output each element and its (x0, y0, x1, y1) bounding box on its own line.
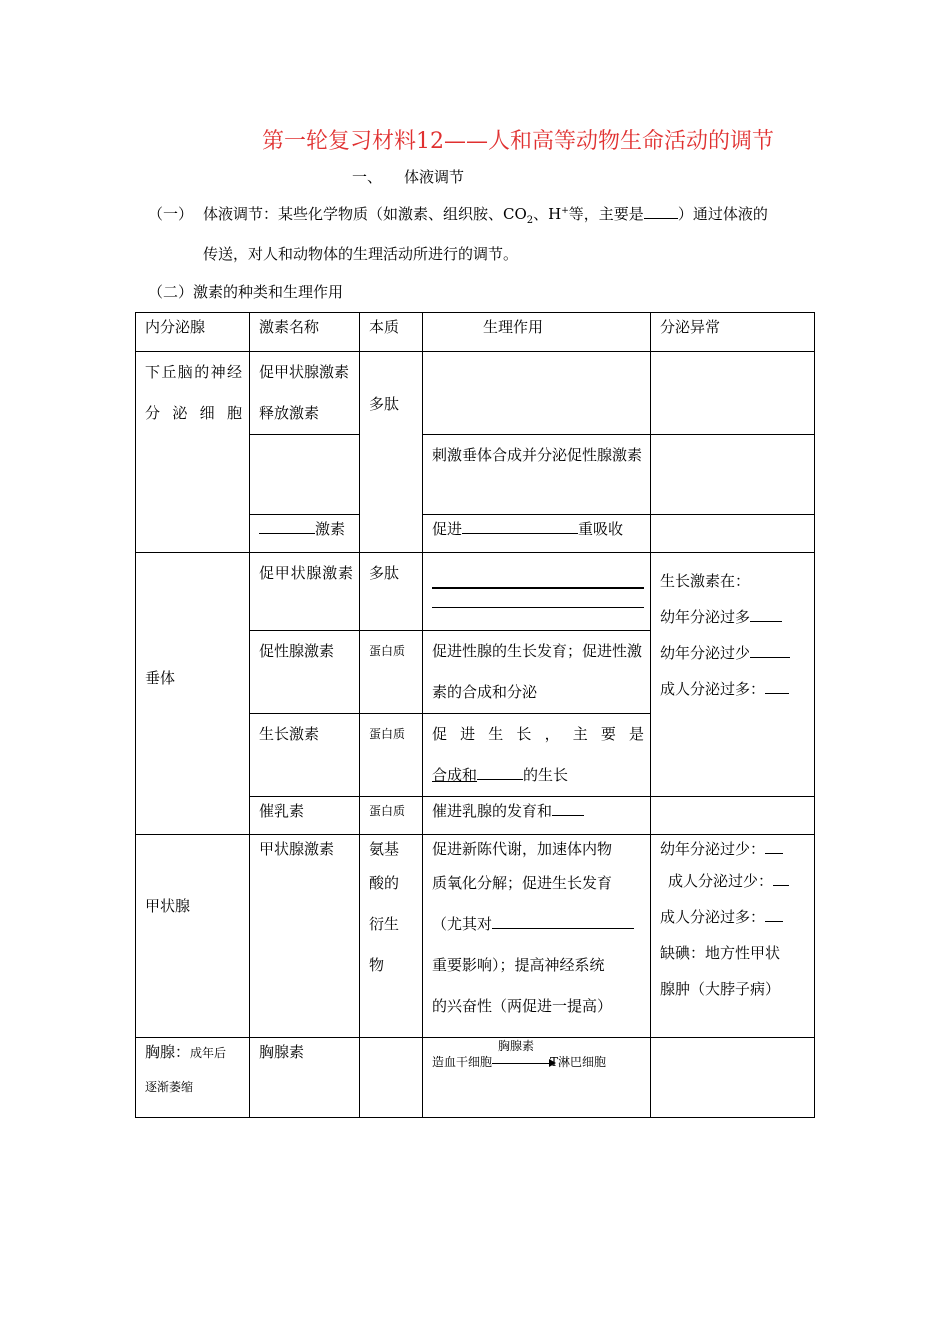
gland-pituitary-text: 垂体 (145, 669, 176, 687)
essence-tsh: 多肽 (360, 553, 423, 631)
hormone-thyroxine: 甲状腺激素 (250, 835, 360, 1038)
section-number: 一、 (352, 168, 383, 186)
effect-growth-b: 合成和 (432, 766, 478, 784)
essence-peptide-text: 多肽 (369, 395, 400, 413)
abnormal-gh-line2-text: 幼年分泌过多 (660, 608, 751, 626)
essence-thyroxine-2: 酸的 (369, 874, 400, 892)
fill-line (432, 589, 644, 608)
abnormal-gnrh (651, 435, 815, 515)
thymus-diagram (432, 1038, 644, 1074)
fill-blank (773, 871, 789, 886)
hormone-tsh (250, 553, 360, 631)
effect-gnrh: 刺激垂体合成并分泌促性腺激素 (423, 435, 651, 515)
abnormal-thyroxine (651, 835, 815, 1038)
paragraph-definition (148, 203, 768, 226)
definition-text-a: 体液调节：某些化学物质（如激素、组织胺、CO (203, 205, 527, 223)
fill-blank (259, 519, 315, 534)
section-label: 体液调节 (404, 168, 465, 186)
page-title: 第一轮复习材料12——人和高等动物生命活动的调节 (262, 129, 774, 154)
abnormal-adh (651, 515, 815, 553)
hormone-adh (250, 515, 360, 553)
fill-blank (552, 801, 584, 816)
gland-thymus-c: 逐渐萎缩 (145, 1080, 194, 1094)
effect-adh (423, 515, 651, 553)
abnormal-gh-line3-text: 幼年分泌过少 (660, 644, 751, 662)
paragraph-hormones-heading: （二）激素的种类和生理作用 (148, 283, 344, 301)
abnormal-gh-line3 (660, 635, 808, 671)
gland-thymus-line1 (145, 1038, 243, 1067)
header-abnormal: 分泌异常 (651, 313, 815, 352)
effect-prolactin (423, 797, 651, 835)
abnormal-gh-line1: 生长激素在： (660, 572, 751, 590)
header-gland: 内分泌腺 (136, 313, 250, 352)
effect-thymosin (423, 1038, 651, 1118)
definition-text-d: ）通过体液的 (677, 205, 768, 223)
hormone-table (135, 312, 815, 1118)
effect-growth-c: 的生长 (523, 766, 569, 784)
essence-prolactin: 蛋白质 (360, 797, 423, 835)
fill-blank (750, 607, 782, 622)
essence-thyroxine-3: 衍生 (369, 915, 400, 933)
thymus-from: 造血干细胞 (432, 1055, 493, 1069)
effect-thyroxine-2: 质氧化分解；促进生长发育 (432, 874, 613, 892)
fill-blank (765, 907, 783, 922)
h-superscript: + (561, 206, 569, 216)
header-essence: 本质 (360, 313, 423, 352)
abnormal-gh-line4-text: 成人分泌过多： (660, 680, 766, 698)
gland-thymus-b: 成年后 (190, 1046, 227, 1060)
effect-thyroxine-4: 重要影响）；提高神经系统 (432, 956, 605, 974)
effect-prolactin-text: 催进乳腺的发育和 (432, 802, 553, 820)
abnormal-thy-2 (660, 863, 808, 899)
gland-thyroid (136, 835, 250, 1038)
section-heading (352, 166, 464, 187)
definition-text-c: 等，主要是 (568, 205, 644, 223)
essence-thymosin (360, 1038, 423, 1118)
abnormal-thymosin (651, 1038, 815, 1118)
hormone-prolactin: 催乳素 (250, 797, 360, 835)
fill-blank (477, 765, 523, 780)
gland-thymus (136, 1038, 250, 1118)
arrow-icon (492, 1038, 556, 1073)
effect-gonadotropin: 促进性腺的生长发育；促进性激素的合成和分泌 (423, 631, 651, 714)
effect-trh (423, 352, 651, 435)
effect-thyroxine-1: 促进新陈代谢，加速体内物 (432, 840, 613, 858)
arrow-label: 胸腺素 (498, 1038, 535, 1053)
thymus-to: T淋巴细胞 (550, 1055, 607, 1069)
effect-thyroxine-3-text: （尤其对 (432, 915, 493, 933)
effect-growth-line1: 促进生长，主要是 (432, 725, 644, 743)
hormone-tsh-text: 促甲状腺激素 (259, 564, 353, 582)
abnormal-trh (651, 352, 815, 435)
effect-adh-a: 促进 (432, 520, 463, 538)
hormone-thymosin: 胸腺素 (250, 1038, 360, 1118)
essence-peptide (360, 352, 423, 553)
gland-thyroid-text: 甲状腺 (145, 897, 191, 915)
abnormal-gh (651, 553, 815, 797)
gland-hypothalamus (136, 352, 250, 553)
definition-text-b: 、H (533, 205, 562, 223)
fill-blank (462, 519, 578, 534)
paragraph-label: （一） (148, 205, 194, 223)
abnormal-thy-2-text: 成人分泌过少： (668, 872, 774, 890)
effect-thyroxine-5: 的兴奋性（两促进一提高） (432, 997, 613, 1015)
gland-hypothalamus-text: 下丘脑的神经分泌细胞 (145, 363, 242, 422)
abnormal-thy-1 (660, 835, 808, 863)
gland-thymus-a: 胸腺： (145, 1043, 191, 1061)
hormone-gnrh (250, 435, 360, 515)
effect-growth (423, 714, 651, 797)
paragraph-definition-line2: 传送，对人和动物体的生理活动所进行的调节。 (203, 245, 519, 263)
co2-subscript: 2 (526, 215, 534, 226)
hormone-trh: 促甲状腺激素释放激素 (250, 352, 360, 435)
hormone-growth: 生长激素 (250, 714, 360, 797)
essence-growth: 蛋白质 (360, 714, 423, 797)
essence-thyroxine-4: 物 (369, 956, 385, 974)
abnormal-thy-3 (660, 899, 808, 935)
hormone-gonadotropin: 促性腺激素 (250, 631, 360, 714)
fill-blank (644, 204, 678, 219)
abnormal-thy-4: 缺碘：地方性甲状 (660, 944, 781, 962)
effect-tsh (423, 553, 651, 631)
fill-blank (492, 914, 634, 929)
fill-line (432, 569, 644, 589)
abnormal-thy-1-text: 幼年分泌过少： (660, 840, 766, 858)
abnormal-gh-line4 (660, 671, 808, 707)
header-effect: 生理作用 (423, 313, 651, 352)
effect-growth-line2 (432, 755, 644, 796)
essence-gonadotropin: 蛋白质 (360, 631, 423, 714)
abnormal-thy-5: 腺肿（大脖子病） (660, 980, 781, 998)
effect-thyroxine (423, 835, 651, 1038)
header-hormone: 激素名称 (250, 313, 360, 352)
hormone-adh-suffix: 激素 (315, 520, 346, 538)
gland-pituitary (136, 553, 250, 835)
fill-blank (750, 643, 790, 658)
fill-blank (765, 839, 783, 854)
essence-thyroxine-1: 氨基 (369, 840, 400, 858)
abnormal-gh-line2 (660, 599, 808, 635)
effect-adh-b: 重吸收 (578, 520, 624, 538)
effect-thyroxine-3 (432, 904, 644, 945)
fill-blank (765, 679, 789, 694)
abnormal-prolactin (651, 797, 815, 835)
essence-thyroxine (360, 835, 423, 1038)
abnormal-thy-3-text: 成人分泌过多： (660, 908, 766, 926)
